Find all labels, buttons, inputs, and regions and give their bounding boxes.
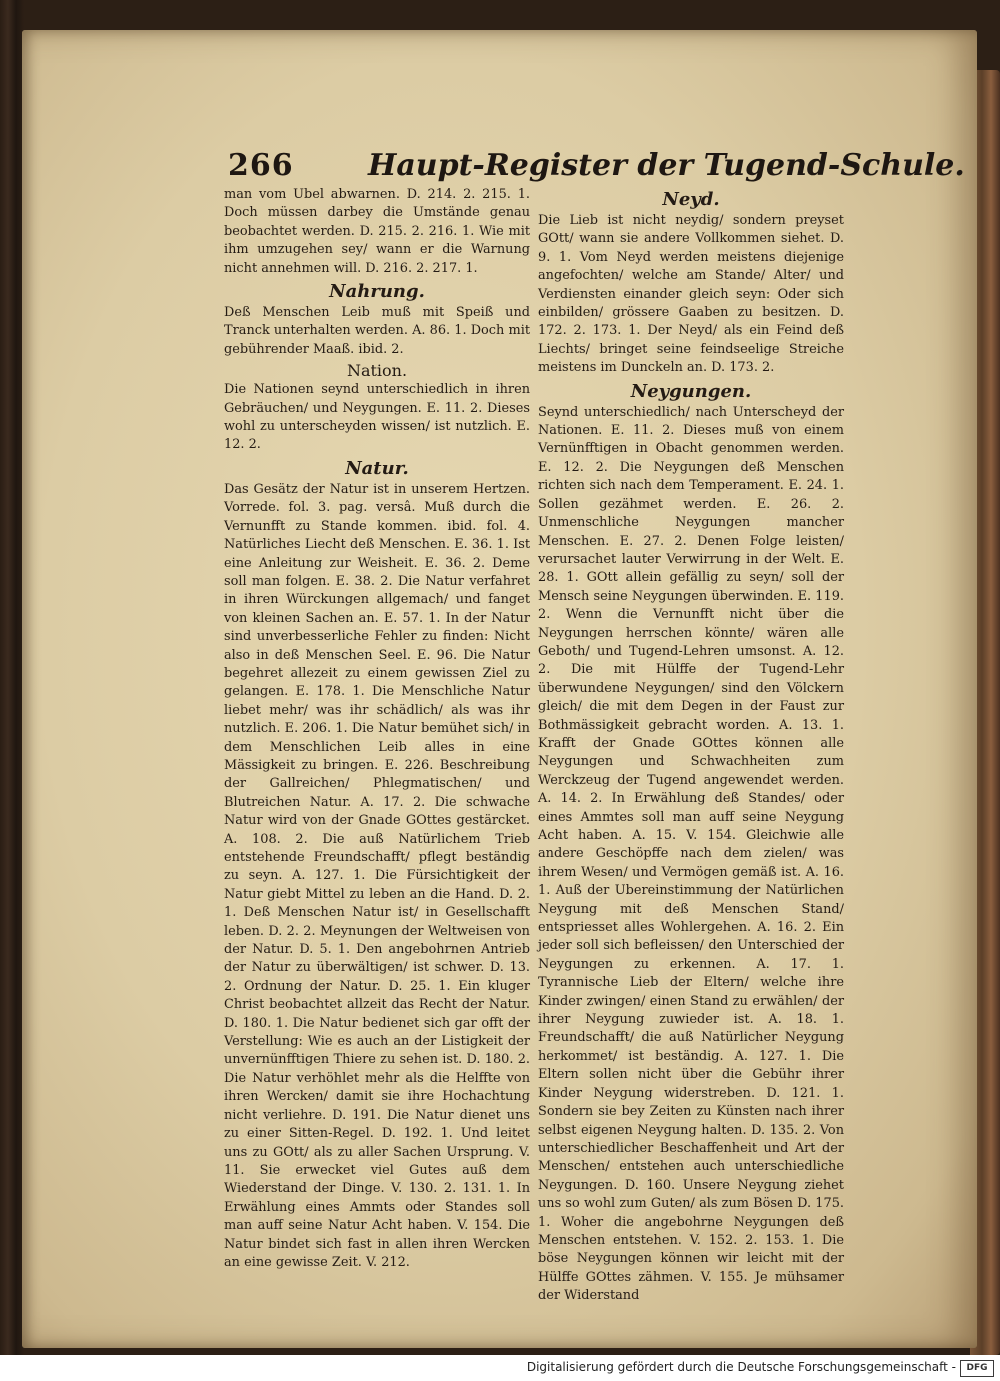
running-title: Haupt-Register der Tugend-Schule.	[368, 148, 965, 183]
funding-credit: Digitalisierung gefördert durch die Deutsche Forschungsgemeinschaft -	[526, 1360, 956, 1374]
section-text-neygungen: Seynd unterschiedlich/ nach Unterscheyd der Nationen. E. 11. 2. Dieses muß von einem Vernünfftigen in Obacht genommen werden. E. 12. 2. Die Neygungen deß Menschen richten sich nach dem Temperament. E. 24. 1. Sollen gezähmet werden. E. 26. 2. Unmenschliche Neygungen mancher Menschen. E. 27. 2. Denen Folge leisten/ verursachet lauter Verwirrung in der Welt. E. 28. 1. GOtt allein gefällig zu seyn/ soll der Mensch seine Neygungen überwinden. E. 119. 2. Wenn die Vernunfft nicht über die Neygungen herrschen könnte/ wären alle Geboth/ und Tugend-Lehren umsonst. A. 12. 2. Die mit Hülffe der Tugend-Lehr überwundene Neygungen/ sind den Völckern gleich/ die mit dem Degen in der Faust zur Bothmässigkeit gebracht worden. A. 13. 1. Krafft der Gnade GOttes können alle Neygungen und Schwachheiten zum Werckzeug der Tugend angewendet werden. A. 14. 2. In Erwählung deß Standes/ oder eines Ammtes soll man auff seine Neygung Acht haben. A. 15. V. 154. Gleichwie alle andere Geschöpffe nach dem zielen/ was ihrem Wesen/ und Vermögen gemäß ist. A. 16. 1. Auß der Ubereinstimmung der Natürlichen Neygung mit deß Menschen Stand/ entspriesset alles Wohlergehen. A. 16. 2. Ein jeder soll sich befleissen/ den Unterschied der Neygungen zu erkennen. A. 17. 1. Tyrannische Lieb der Eltern/ welche ihre Kinder zwingen/ einen Stand zu erwählen/ der ihrer Neygung zuwieder ist. A. 18. 1. Freundschafft/ die auß Natürlicher Neygung herkommet/ ist beständig. A. 127. 1. Die Eltern sollen nicht über die Gebühr ihrer Kinder Neygung widerstreben. D. 121. 1. Sondern sie bey Zeiten zu Künsten nach ihrer selbst eigenen Neygung halten. D. 135. 2. Von unterschiedlicher Beschaffenheit und Art der Menschen/ entstehen auch unterschiedliche Neygungen. D. 160. Unsere Neygung ziehet uns so wohl zum Guten/ als zum Bösen D. 175. 1. Woher die angebohrne Neygungen deß Menschen entstehen. V. 152. 2. 153. 1. Die böse Neygungen können wir leicht mit der Hülffe GOttes zähmen. V. 155. Je mühsamer der Widerstand	[538, 404, 844, 1304]
section-text-neyd: Die Lieb ist nicht neydig/ sondern preyset GOtt/ wann sie andere Vollkommen siehet. D. 9. 1. Vom Neyd werden meistens diejenige angefochten/ welche am Stande/ Alter/ und Verdiensten einander gleich seyn: Oder sich einbilden/ grössere Gaaben zu besitzen. D. 172. 2. 173. 1. Der Neyd/ als ein Feind deß Liechts/ bringet seine feindseelige Streiche meistens im Dunckeln an. D. 173. 2.	[538, 213, 844, 376]
left-column	[224, 186, 530, 1272]
section-text-nahrung: Deß Menschen Leib muß mit Speiß und Tranck unterhalten werden. A. 86. 1. Doch mit gebührender Maaß. ibid. 2.	[224, 305, 530, 357]
page-header	[228, 148, 965, 188]
section-heading-nahrung: Nahrung.	[329, 281, 425, 303]
section-heading-natur: Natur.	[345, 457, 409, 479]
section-text-nation: Die Nationen seynd unterschiedlich in ihren Gebräuchen/ und Neygungen. E. 11. 2. Dieses wohl zu unterscheyden wissen/ ist nutzlich. E. 12. 2.	[224, 382, 530, 453]
left-intro-text: man vom Ubel abwarnen. D. 214. 2. 215. 1. Doch müssen darbey die Umstände genau beobachtet werden. D. 215. 2. 216. 1. Wie mit ihm umzugehen sey/ wann er die Warnung nicht annehmen will. D. 216. 2. 217. 1.	[224, 187, 530, 276]
section-text-natur: Das Gesätz der Natur ist in unserem Hertzen. Vorrede. fol. 3. pag. versâ. Muß durch die Vernunfft zu Stande kommen. ibid. fol. 4. Natürliches Liecht deß Menschen. E. 36. 1. Ist eine Anleitung zur Weisheit. E. 36. 2. Deme soll man folgen. E. 38. 2. Die Natur verfahret in ihren Würckungen allgemach/ und fanget von kleinen Sachen an. E. 57. 1. In der Natur sind unverbesserliche Fehler zu finden: Nicht also in deß Menschen Seel. E. 96. Die Natur begehret allezeit zu einem gewissen Ziel zu gelangen. E. 178. 1. Die Menschliche Natur liebet mehr/ was ihr schädlich/ als was ihr nutzlich. E. 206. 1. Die Natur bemühet sich/ in dem Menschlichen Leib alles in eine Mässigkeit zu bringen. E. 226. Beschreibung der Gallreichen/ Phlegmatischen/ und Blutreichen Natur. A. 17. 2. Die schwache Natur wird von der Gnade GOttes gestärcket. A. 108. 2. Die auß Natürlichem Trieb entstehende Freundschafft/ pflegt beständig zu seyn. A. 127. 1. Die Fürsichtigkeit der Natur giebt Mittel zu leben an die Hand. D. 2. 1. Deß Menschen Natur ist/ in Gesellschafft leben. D. 2. 2. Meynungen der Weltweisen von der Natur. D. 5. 1. Den angebohrnen Antrieb der Natur zu überwältigen/ ist schwer. D. 13. 2. Ordnung der Natur. D. 25. 1. Ein kluger Christ beobachtet allzeit das Recht der Natur. D. 180. 1. Die Natur bedienet sich gar offt der Verstellung: Wie es auch an der Listigkeit der unvernünfftigen Thiere zu sehen ist. D. 180. 2. Die Natur verhöhlet mehr als die Helffte von ihren Wercken/ damit sie ihre Hochachtung nicht verliehre. D. 191. Die Natur dienet uns zu einer Sitten-Regel. D. 192. 1. Und leitet uns zu GOtt/ als zu aller Sachen Ursprung. V. 11. Sie erwecket viel Gutes auß dem Wiederstand der Dinge. V. 130. 2. 131. 1. In Erwählung eines Ammts oder Standes soll man auff seine Natur Acht haben. V. 154. Die Natur bindet sich fast in allen ihren Wercken an eine gewisse Zeit. V. 212.	[224, 481, 530, 1270]
section-heading-neyd: Neyd.	[662, 189, 720, 210]
section-heading-neygungen: Neygungen.	[630, 380, 752, 402]
footer-bar	[0, 1355, 1000, 1381]
page-number: 266	[228, 148, 294, 183]
right-column	[538, 186, 844, 1306]
dfg-logo: DFG	[960, 1360, 994, 1377]
section-heading-nation: Nation.	[346, 361, 408, 381]
